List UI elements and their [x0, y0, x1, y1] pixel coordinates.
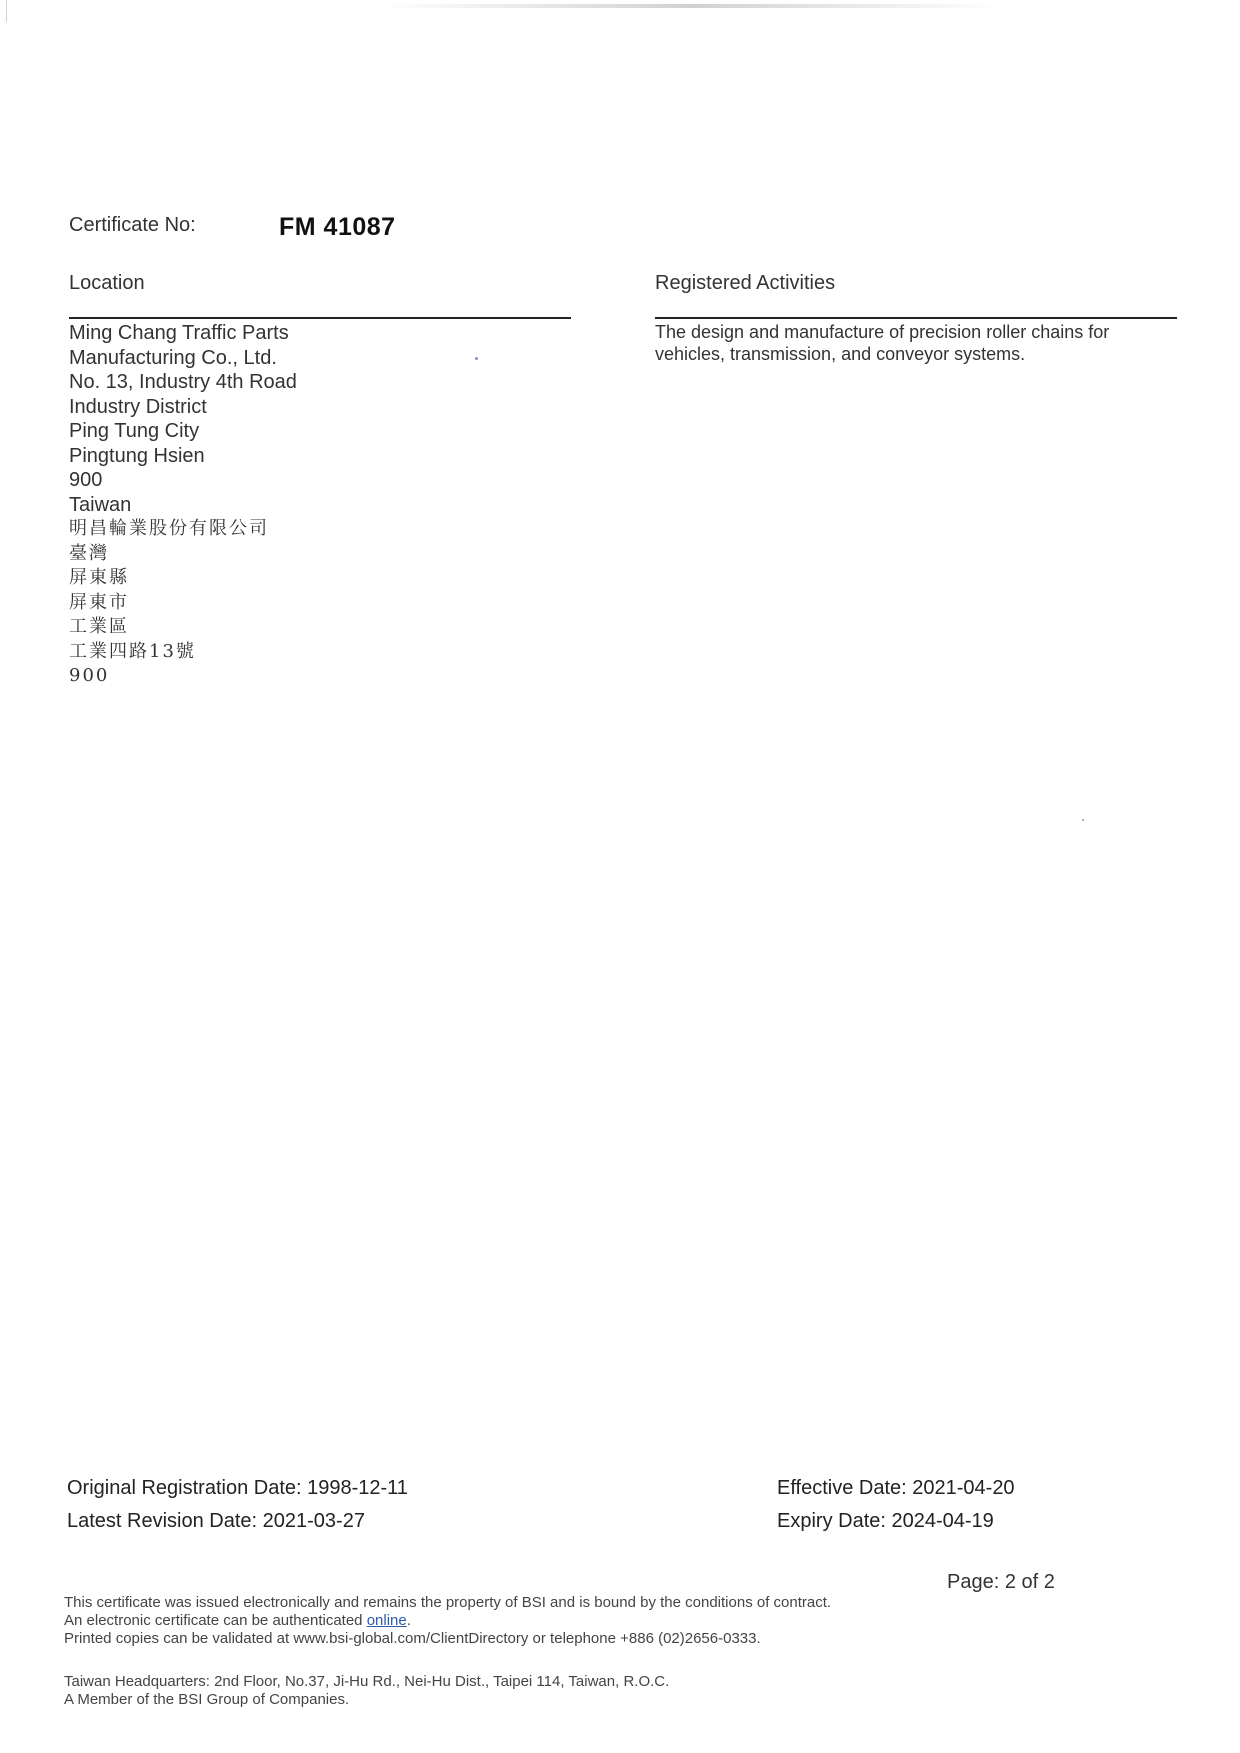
headquarters-address: Taiwan Headquarters: 2nd Floor, No.37, Ji-Hu Rd., Nei-Hu Dist., Taipei 114, Taiwan, R.O.C.: [64, 1673, 670, 1690]
address-line: Ming Chang Traffic Parts: [69, 322, 289, 344]
scan-speck: [475, 357, 478, 360]
page-number: Page: 2 of 2: [947, 1571, 1055, 1593]
footer-notice-line: This certificate was issued electronically and remains the property of BSI and is bound by the conditions of contract.: [64, 1594, 832, 1611]
online-authentication-link[interactable]: online: [366, 1612, 407, 1629]
address-line-chinese: 明昌輪業股份有限公司: [69, 518, 269, 539]
address-line-chinese: 屏東縣: [69, 567, 129, 588]
certificate-number-label: Certificate No:: [69, 214, 196, 236]
address-line: Industry District: [69, 395, 207, 418]
location-header: Location: [69, 272, 145, 294]
scan-edge: [6, 0, 7, 22]
footer-authentication-text: An electronic certificate can be authenticated: [64, 1612, 367, 1629]
bsi-group-member: A Member of the BSI Group of Companies.: [64, 1691, 350, 1708]
original-registration-date: Original Registration Date: 1998-12-11: [67, 1477, 408, 1499]
certificate-number-value: FM 41087: [279, 213, 396, 241]
location-divider: [69, 317, 571, 319]
latest-revision-date: Latest Revision Date: 2021-03-27: [67, 1510, 365, 1532]
footer-headquarters: [64, 1673, 669, 1709]
scan-shadow: [380, 4, 1000, 8]
address-line: Manufacturing Co., Ltd.: [69, 346, 277, 369]
address-line: Pingtung Hsien: [69, 444, 205, 467]
address-line: Taiwan: [69, 493, 132, 516]
activities-divider: [655, 317, 1177, 319]
address-line-chinese: 900: [69, 665, 110, 686]
location-address: [69, 321, 297, 689]
registered-activities-text: The design and manufacture of precision roller chains for vehicles, transmission, and conveyor systems.: [655, 322, 1110, 364]
address-line-chinese: 屏東市: [69, 591, 129, 613]
address-line: 900: [69, 469, 103, 491]
scan-speck: [1082, 819, 1084, 821]
address-line-chinese: 臺灣: [69, 542, 109, 564]
address-line-chinese: 工業四路13號: [69, 640, 196, 662]
address-line-chinese: 工業區: [69, 616, 129, 637]
registered-activities-header: Registered Activities: [655, 272, 836, 294]
footer-authentication-suffix: .: [406, 1612, 411, 1629]
footer-notice: [64, 1594, 831, 1648]
footer-validation-line: Printed copies can be validated at www.bsi-global.com/ClientDirectory or telephone +886 (02)2656-0333.: [64, 1630, 761, 1647]
address-line: Ping Tung City: [69, 420, 200, 442]
address-line: No. 13, Industry 4th Road: [69, 371, 297, 393]
expiry-date: Expiry Date: 2024-04-19: [777, 1510, 994, 1532]
footer-authentication-line: [64, 1612, 831, 1630]
effective-date: Effective Date: 2021-04-20: [777, 1477, 1015, 1499]
